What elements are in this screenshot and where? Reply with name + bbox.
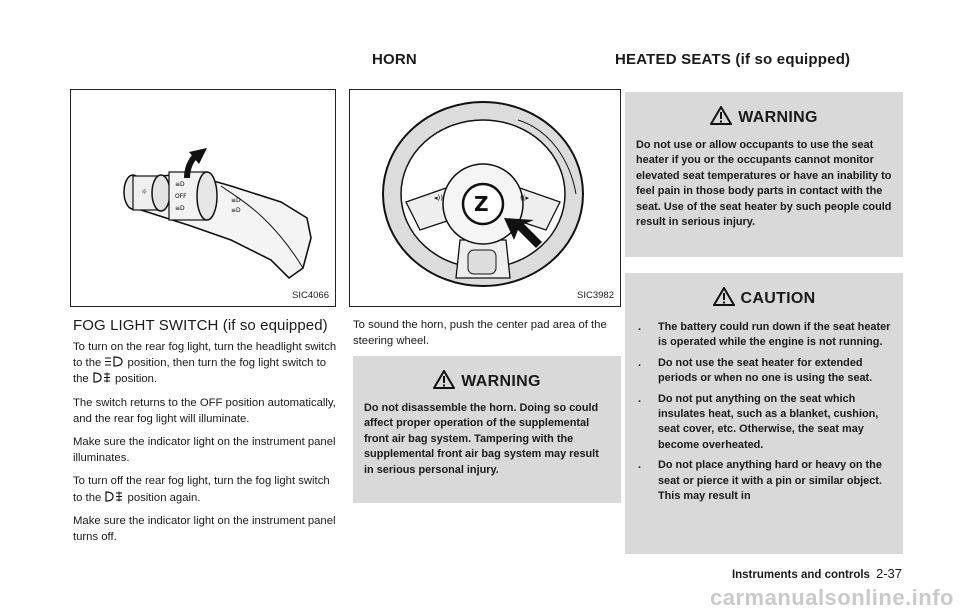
svg-text:◂)): ◂)): [434, 194, 443, 202]
list-item: [636, 320, 892, 351]
warning-triangle-icon: [710, 106, 732, 125]
list-item: [636, 458, 892, 504]
warning-title-text: WARNING: [738, 109, 818, 126]
para-text: position, then turn the fog light switch to the: [73, 357, 326, 386]
warning-title-text: WARNING: [461, 373, 541, 390]
heated-seats-header: HEATED SEATS (if so equipped): [615, 51, 851, 68]
steering-wheel-figure: [349, 89, 621, 307]
para-text: To turn on the rear fog light, turn the headlight switch to the: [73, 341, 337, 370]
page-number: 2-37: [875, 566, 902, 581]
list-item: [636, 392, 892, 454]
page-footer: [732, 566, 902, 581]
headlight-symbol-icon: [104, 356, 124, 367]
para-text: position.: [115, 373, 158, 386]
watermark: carmanualsonline.info: [710, 585, 954, 610]
seat-warning-box: [625, 92, 903, 257]
svg-text:OFF: OFF: [175, 193, 187, 200]
list-item-text: Do not place anything hard or heavy on the seat or pierce it with a pin or similar object. This may result in: [658, 459, 882, 503]
fog-light-para-1: [73, 339, 338, 388]
list-item-text: The battery could run down if the seat heater is operated while the engine is not running.: [658, 321, 891, 349]
seat-caution-box: [625, 273, 903, 554]
para-text: To turn off the rear fog light, turn the fog light switch to the: [73, 475, 330, 504]
steering-wheel-illustration: [350, 90, 620, 306]
svg-text:((▸: ((▸: [520, 194, 529, 202]
svg-text:Z: Z: [474, 192, 489, 216]
list-item-text: Do not use the seat heater for extended periods or when no one is using the seat.: [658, 356, 873, 385]
caution-title-text: CAUTION: [740, 290, 816, 307]
fog-light-para-4: [73, 473, 338, 505]
bullet-dot: .: [638, 356, 642, 369]
svg-text:≡D: ≡D: [231, 197, 241, 204]
fog-switch-figure: [70, 89, 336, 307]
bullet-dot: .: [638, 321, 642, 333]
horn-para: To sound the horn, push the center pad area of the steering wheel.: [353, 319, 607, 348]
caution-triangle-icon: [713, 287, 735, 306]
fog-light-para-2: The switch returns to the OFF position automatically, and the rear fog light will illuminate.: [73, 396, 336, 425]
seat-warning-title: [625, 92, 903, 127]
horn-warning-title: [353, 356, 621, 391]
horn-warning-box: [353, 356, 621, 503]
figure-code: SIC3982: [577, 290, 614, 301]
horn-header: HORN: [372, 51, 417, 68]
fog-light-symbol-icon: [104, 491, 124, 502]
caution-list: [625, 308, 903, 504]
fog-light-para-5: Make sure the indicator light on the instrument panel turns off.: [73, 514, 336, 544]
footer-section: Instruments and controls: [731, 569, 870, 581]
list-item-text: Do not put anything on the seat which insulates heat, such as a blanket, cushion, seat cover, etc. Otherwise, the seat may become overheated.: [658, 392, 879, 451]
fog-light-para-3: Make sure the indicator light on the instrument panel illuminates.: [73, 436, 336, 465]
fog-light-title: FOG LIGHT SWITCH (if so equipped): [73, 317, 328, 334]
warning-triangle-icon: [433, 370, 455, 389]
fog-light-switch-illustration: [71, 90, 335, 306]
figure-code: SIC4066: [292, 290, 329, 301]
svg-text:☼: ☼: [141, 188, 148, 196]
bullet-dot: .: [638, 392, 642, 405]
svg-text:≡D: ≡D: [175, 205, 185, 212]
para-text: position again.: [127, 491, 201, 504]
seat-warning-text: Do not use or allow occupants to use the seat heater if you or the occupants cannot monitor elevated seat temperatures or have an inability to feel pain in those body parts in contact with the seat. Use of the seat heater by such people could result in serious injury.: [625, 127, 903, 230]
svg-text:≡D: ≡D: [175, 181, 185, 188]
fog-light-symbol-icon: [92, 372, 112, 383]
fog-light-body: [73, 339, 338, 552]
svg-text:≡D: ≡D: [231, 207, 241, 214]
seat-caution-title: [625, 273, 903, 308]
horn-warning-text: Do not disassemble the horn. Doing so could affect proper operation of the supplemental front air bag system. Tampering with the supplemental front air bag system may result in serious personal injury.: [353, 391, 621, 478]
list-item: [636, 356, 892, 387]
horn-body: [353, 317, 621, 356]
bullet-dot: .: [638, 459, 642, 472]
